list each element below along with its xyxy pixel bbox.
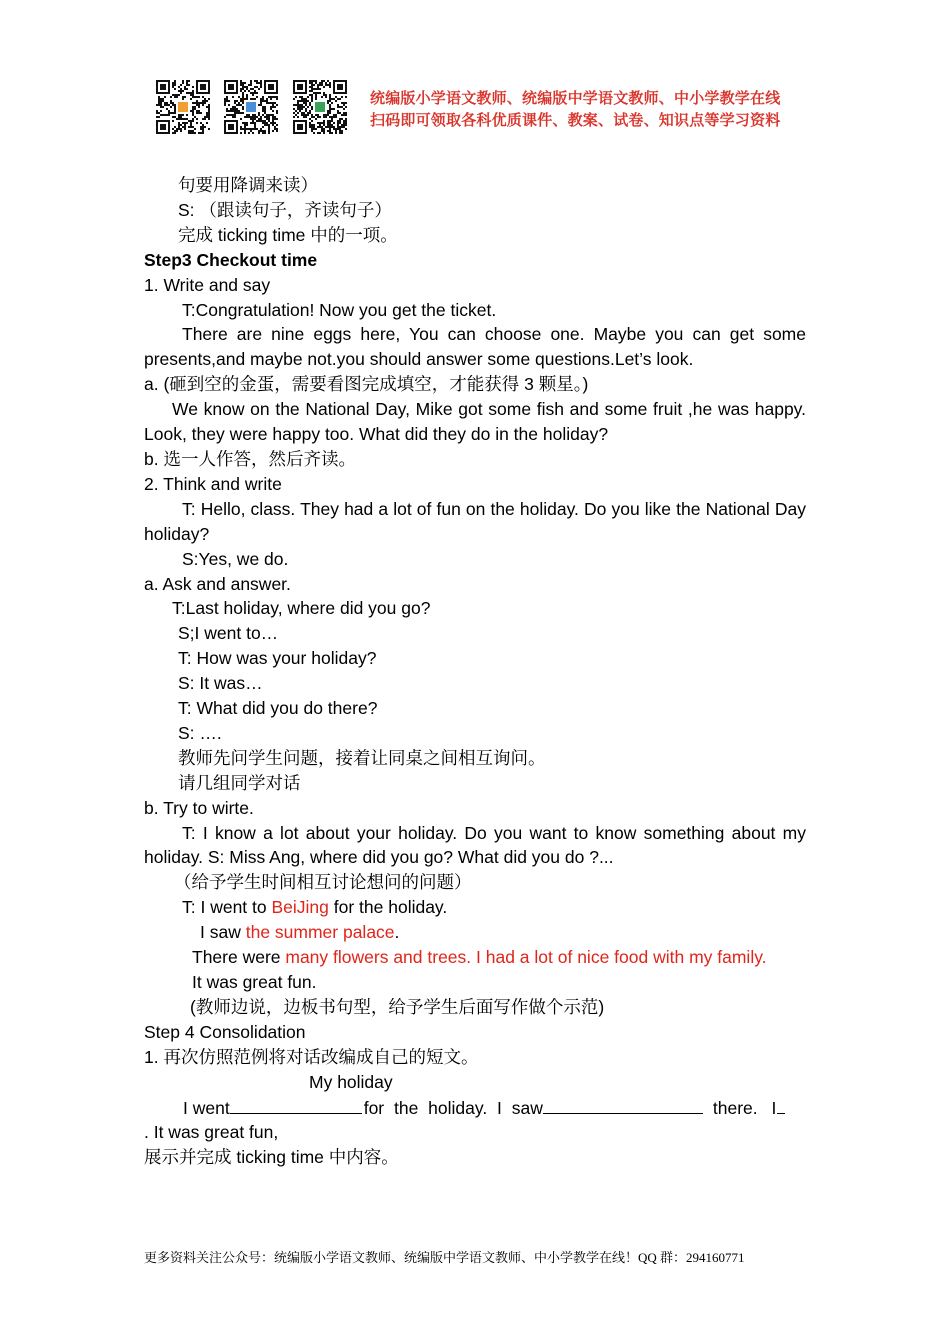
qr-code-2 [224, 80, 278, 134]
text-span: I went [183, 1097, 230, 1118]
blank-line [230, 1095, 362, 1114]
text-line: 句要用降调来读） [178, 175, 318, 195]
text-line: S: It was… [178, 673, 263, 694]
exercise-title: My holiday [309, 1071, 393, 1092]
text-span: there. I [712, 1097, 777, 1118]
text-span: for the holiday. [328, 897, 448, 918]
fill-in-line [144, 1095, 806, 1121]
blank-line [777, 1095, 785, 1114]
text-line: 请几组同学对话 [178, 772, 301, 793]
text-line: a. Ask and answer. [144, 573, 291, 594]
text-line: 完成 ticking time 中的一项。 [178, 224, 398, 245]
highlight-text: the summer palace [245, 922, 395, 943]
document-body [144, 173, 806, 1170]
text-line: . It was great fun, [144, 1122, 279, 1143]
text-paragraph: T: I know a lot about your holiday. Do you want to know something about my holiday. S: Miss Ang, where did you go? What did you do ?... [144, 822, 806, 868]
text-line: T: What did you do there? [178, 698, 378, 719]
text-line [144, 895, 806, 920]
text-line: S;I went to… [178, 623, 279, 644]
text-span: for the holiday. I saw [363, 1097, 543, 1118]
text-line: S: （跟读句子，齐读句子） [178, 199, 392, 220]
highlight-text: BeiJing [271, 897, 329, 918]
text-line: b. 选一人作答，然后齐读。 [144, 448, 356, 469]
text-line: 展示并完成 ticking time 中内容。 [144, 1147, 399, 1168]
text-span: I saw [200, 922, 246, 943]
text-line: T: How was your holiday? [178, 648, 377, 669]
text-span: There were [192, 947, 286, 968]
text-line: （给予学生时间相互讨论想问的问题） [174, 872, 472, 893]
text-line: b. Try to wirte. [144, 797, 254, 818]
text-line: It was great fun. [192, 972, 317, 992]
text-line: 1. Write and say [144, 274, 271, 295]
text-line: 2. Think and write [144, 473, 282, 494]
qr-code-3 [293, 80, 347, 134]
text-line: S:Yes, we do. [182, 548, 289, 569]
text-paragraph: We know on the National Day, Mike got some fish and some fruit ,he was happy. Look, they were happy too. What did they do in the holiday? [144, 399, 806, 445]
blank-line [543, 1095, 703, 1114]
text-line: T:Congratulation! Now you get the ticket. [182, 299, 497, 320]
text-paragraph: There are nine eggs here, You can choose one. Maybe you can get some presents,and maybe not.you should answer some questions.Let’s look. [144, 324, 806, 370]
promo-line-1: 统编版小学语文教师、统编版中学语文教师、中小学教学在线 [370, 90, 781, 107]
text-line: (教师边说，边板书句型，给予学生后面写作做个示范) [190, 996, 605, 1017]
text-line: a. (砸到空的金蛋，需要看图完成填空，才能获得 3 颗星。) [144, 374, 589, 395]
text-span: . [394, 922, 400, 943]
promo-line-2: 扫码即可领取各科优质课件、教案、试卷、知识点等学习资料 [370, 112, 781, 129]
qr-code-1 [156, 80, 210, 134]
text-paragraph [144, 945, 806, 970]
text-line: 教师先问学生问题，接着让同桌之间相互询问。 [178, 747, 546, 768]
promo-text [370, 88, 780, 132]
text-line: S: …. [178, 722, 222, 743]
footer-text: 更多资料关注公众号：统编版小学语文教师、统编版中学语文教师、中小学教学在线！QQ 群：294160771 [144, 1250, 745, 1265]
header-banner [156, 80, 806, 136]
highlight-text: many flowers and trees. I had a lot of nice food with my family. [285, 947, 767, 968]
section-heading-step4: Step 4 Consolidation [144, 1021, 306, 1042]
text-paragraph: T: Hello, class. They had a lot of fun on the holiday. Do you like the National Day holiday? [144, 498, 806, 544]
text-span: T: I went to [182, 897, 272, 918]
text-line: T:Last holiday, where did you go? [172, 598, 431, 619]
text-line: 1. 再次仿照范例将对话改编成自己的短文。 [144, 1046, 479, 1067]
section-heading-step3: Step3 Checkout time [144, 249, 318, 270]
text-line [144, 920, 806, 945]
